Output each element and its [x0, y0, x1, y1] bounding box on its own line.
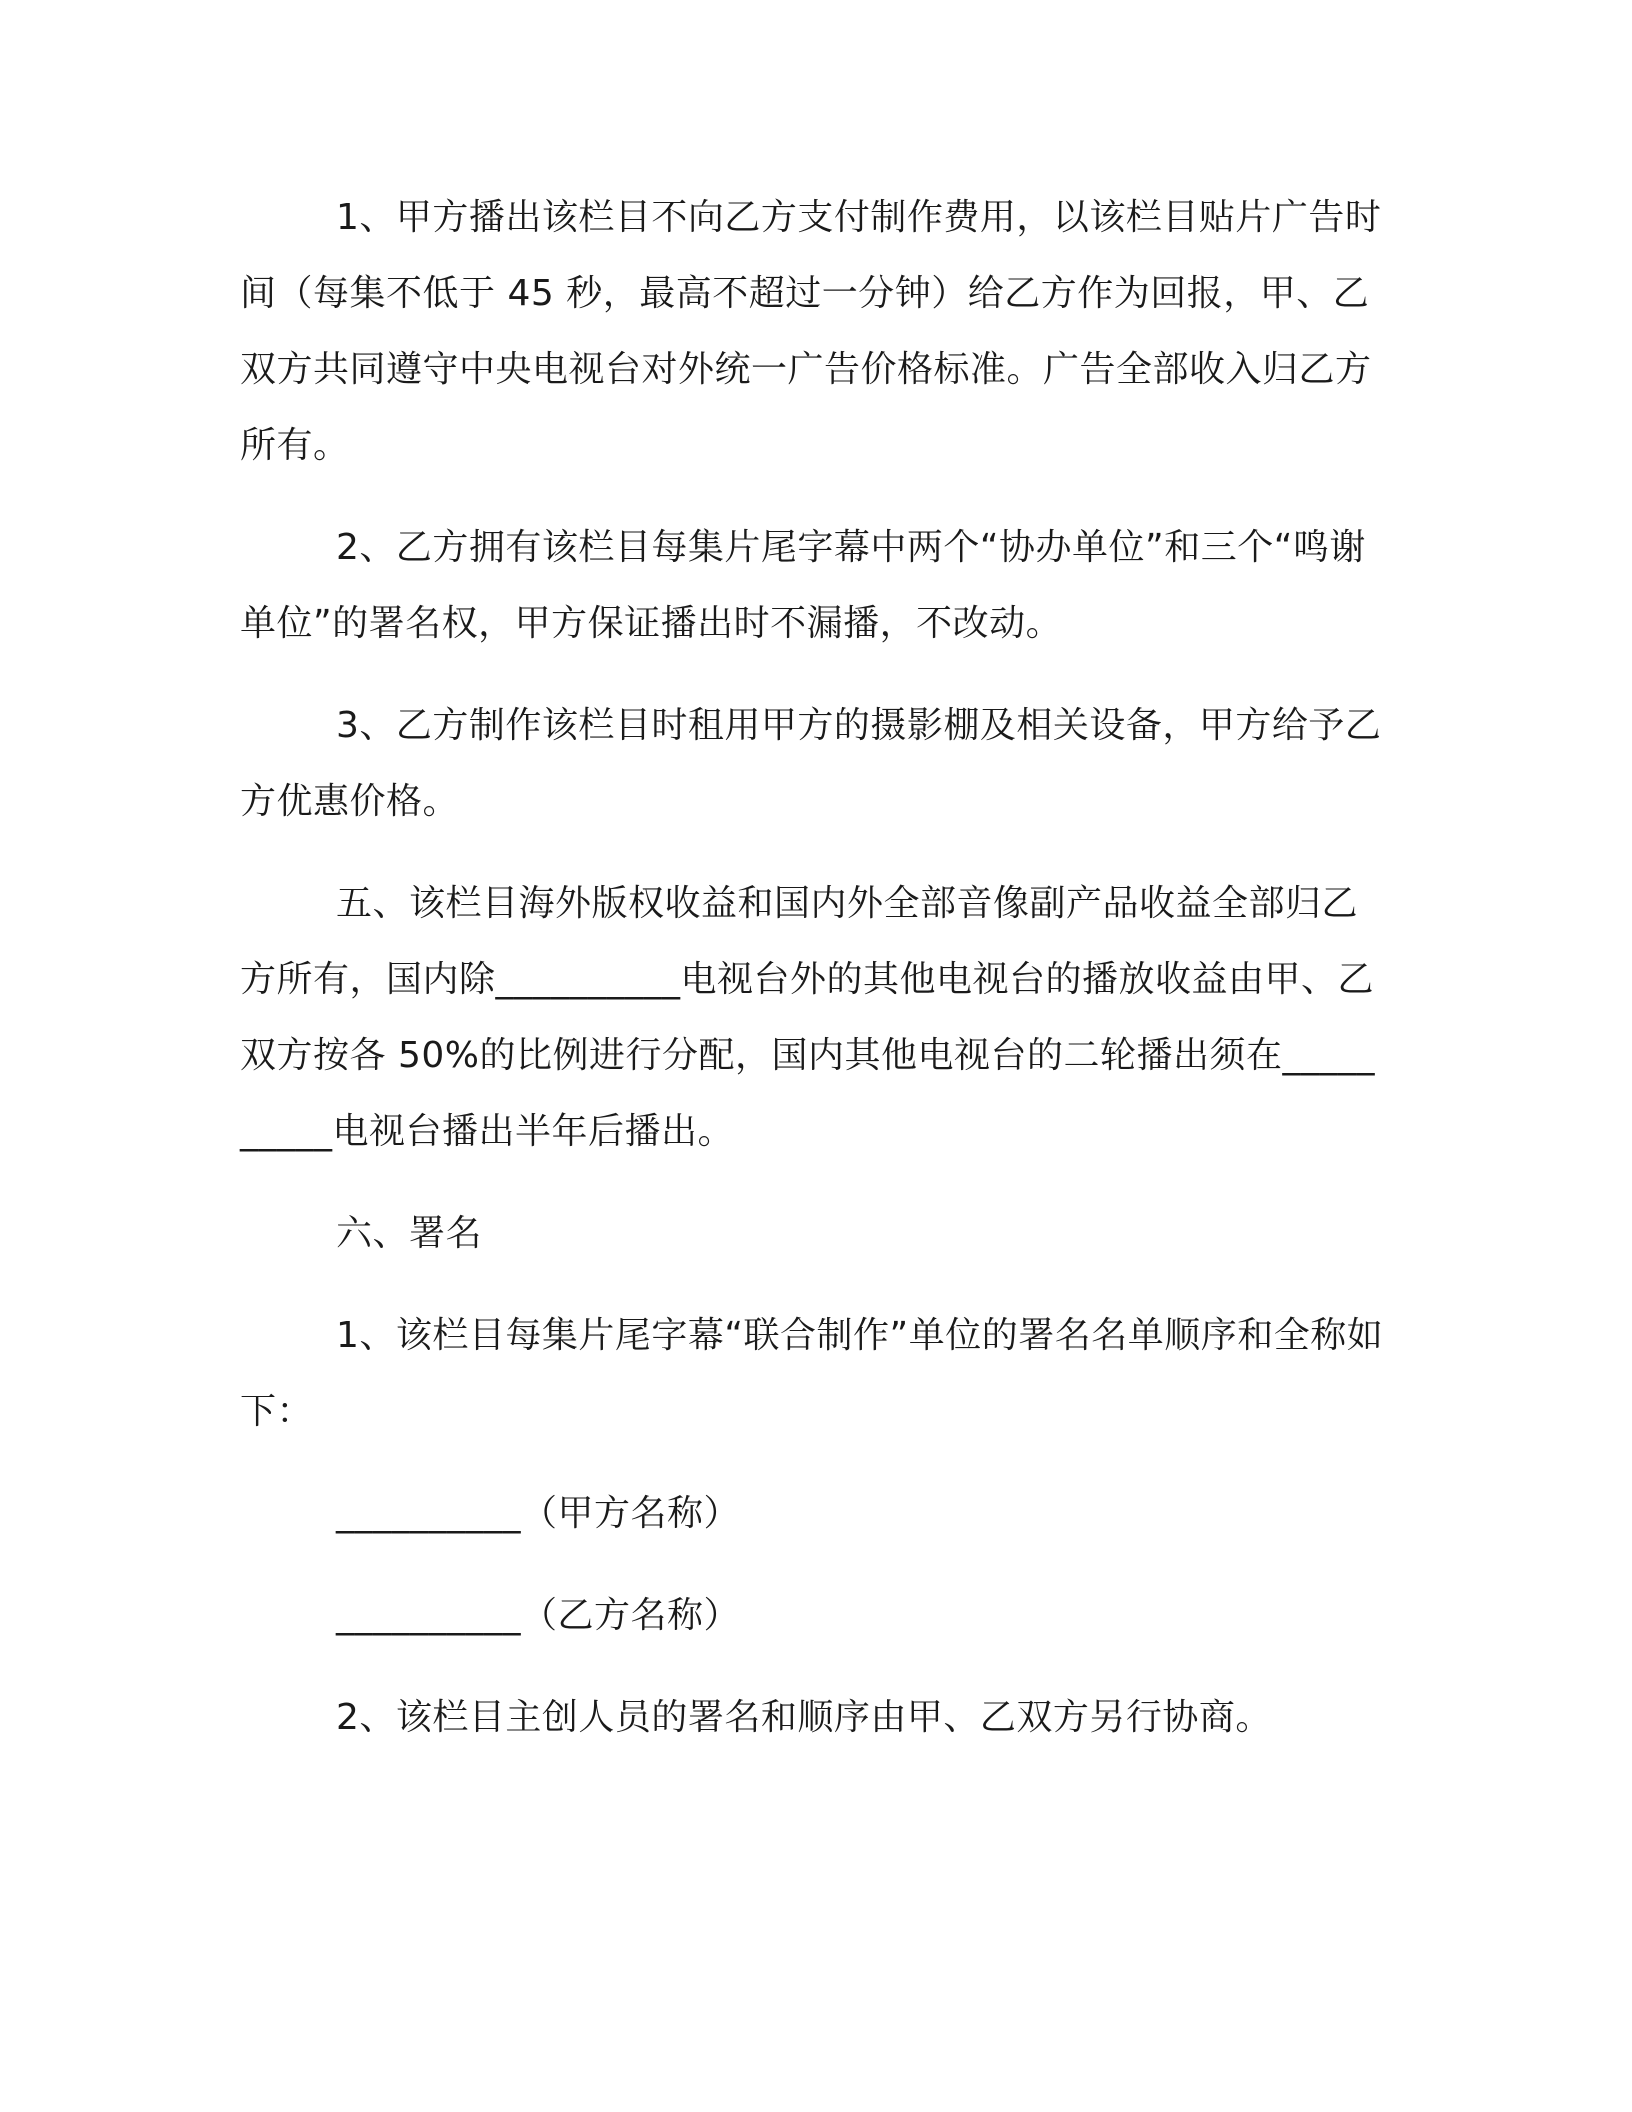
paragraph-credit-rights: 2、乙方拥有该栏目每集片尾字幕中两个“协办单位”和三个“鸣谢单位”的署名权，甲方保证播出时不漏播，不改动。 — [240, 527, 1366, 644]
document-body — [240, 180, 1388, 1782]
paragraph-creator-credits: 2、该栏目主创人员的署名和顺序由甲、乙双方另行协商。 — [336, 1697, 1272, 1738]
party-a-name-line: __________（甲方名称） — [336, 1493, 741, 1534]
paragraph-joint-production-credits: 1、该栏目每集片尾字幕“联合制作”单位的署名名单顺序和全称如下： — [240, 1315, 1384, 1432]
paragraph-section-five-revenue: 五、该栏目海外版权收益和国内外全部音像副产品收益全部归乙方所有，国内除__________电视台外的其他电视台的播放收益由甲、乙双方按各 50%的比例进行分配，国内其他电视台的二轮播出须在__________电视台播出半年后播出。 — [240, 883, 1375, 1152]
paragraph-studio-rental: 3、乙方制作该栏目时租用甲方的摄影棚及相关设备，甲方给予乙方优惠价格。 — [240, 705, 1382, 822]
party-b-name-line: __________（乙方名称） — [336, 1595, 741, 1636]
paragraph-ad-compensation: 1、甲方播出该栏目不向乙方支付制作费用，以该栏目贴片广告时间（每集不低于 45 秒，最高不超过一分钟）给乙方作为回报，甲、乙双方共同遵守中央电视台对外统一广告价格标准。广告全部收入归乙方所有。 — [240, 197, 1382, 466]
section-heading-credits: 六、署名 — [336, 1213, 483, 1254]
